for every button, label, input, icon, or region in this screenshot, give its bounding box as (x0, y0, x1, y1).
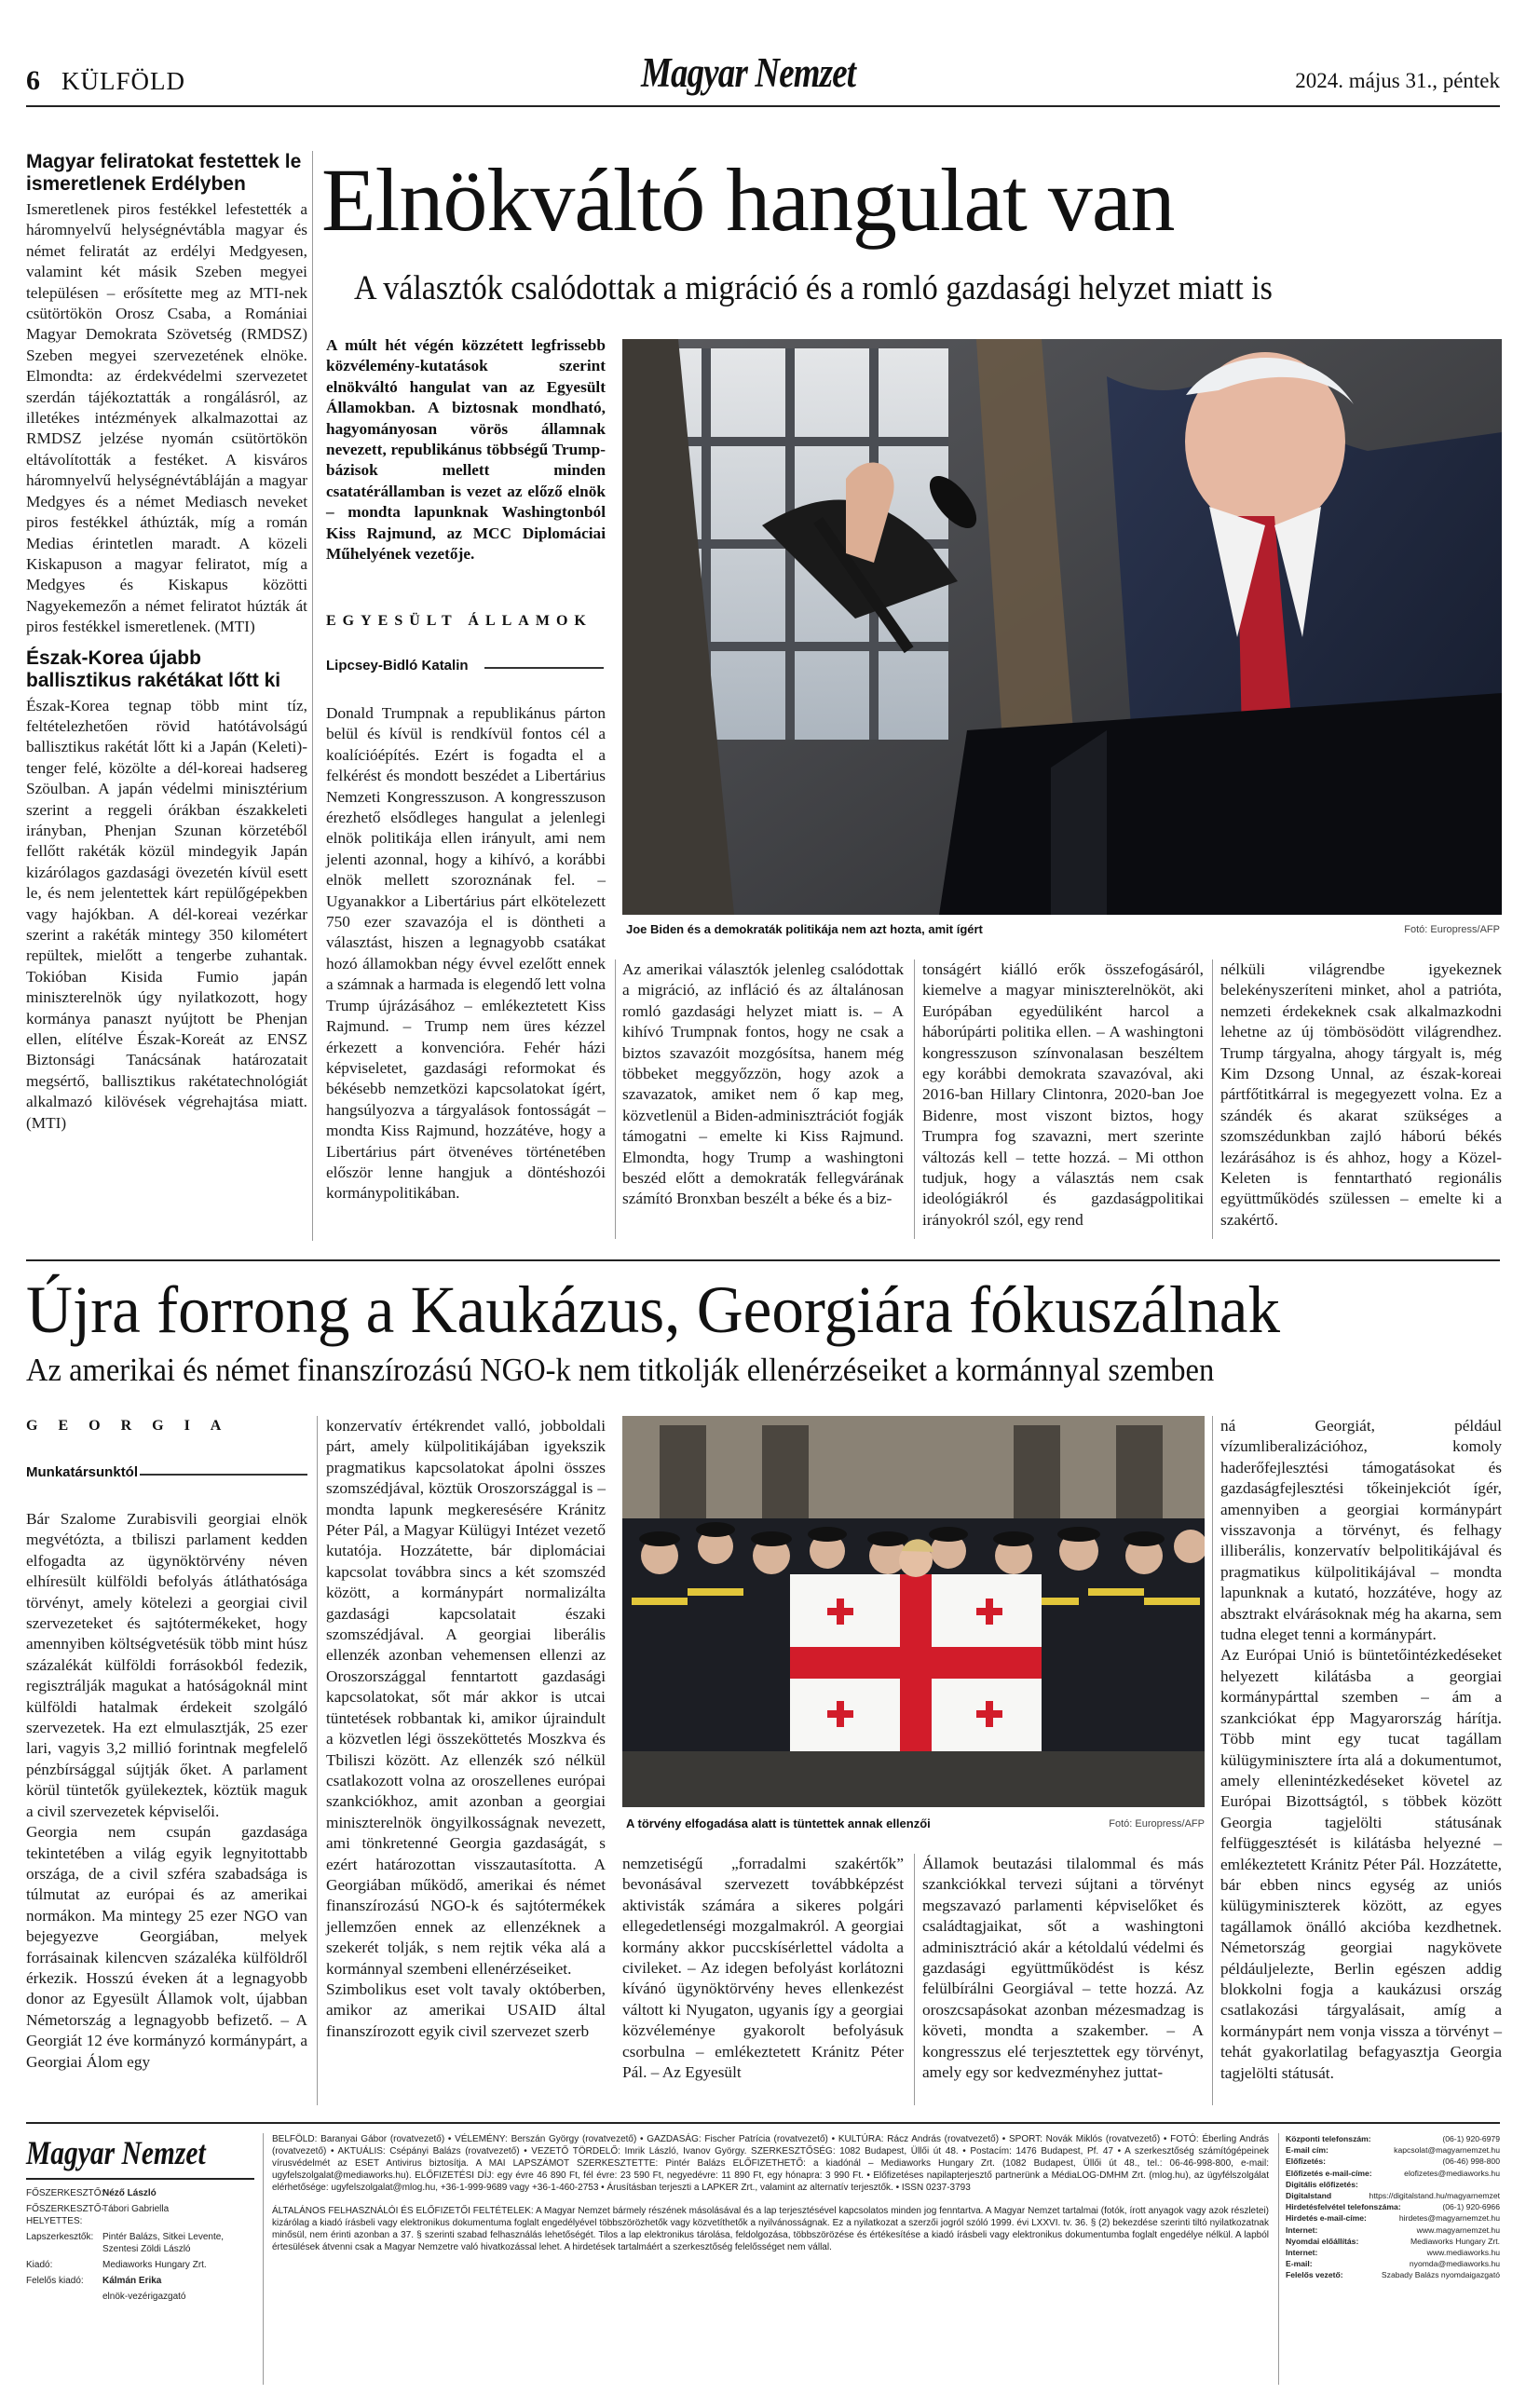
impressum-value: elnök-vezérigazgató (102, 2292, 186, 2302)
impressum-label (26, 2291, 102, 2303)
section-label: KÜLFÖLD (61, 67, 185, 95)
contact-value: Mediaworks Hungary Zrt. (1410, 2236, 1500, 2246)
impressum-logo: Magyar Nemzet (26, 2134, 206, 2171)
impressum-value: Mediaworks Hungary Zrt. (102, 2260, 207, 2270)
column-divider (1212, 959, 1213, 1239)
byline-rule (140, 1474, 307, 1476)
contact-value: kapcsolat@magyarnemzet.hu (1394, 2145, 1500, 2156)
biden-photo-credit: Fotó: Europress/AFP (1404, 924, 1500, 935)
protest-photo (622, 1416, 1205, 1807)
sidebar-story-body: Észak-Korea tegnap több mint tíz, feltételezhetően rövid hatótávolságú ballisztikus rakétát lőtt ki a Japán (Keleti)-tenger felé, közölte a dél-koreai hadsereg Szöulban. A japán védelmi minisztérium szerint a reggeli órákban északkeleti irányban, Phenjan Szunan körzetéből fellőtt rakéták közül mindegyik Japán kizárólagos gazdasági övezetén kívül esett le, és nem jelentettek kárt repülőgépekben vagy hajókban. A dél-koreai vezérkar szerint a rakéták mintegy 350 kilométert repültek, mielőtt a tengerbe zuhantak. Tokióban Kisida Fumio japán miniszterelnök úgy nyilatkozott, hogy kormánya panaszt nyújtott be Phenjan ellen, elítélve Észak-Koreát az ENSZ Biztonsági Tanácsának határozatait megsértő, ballisztikus rakétatechnológiát alkalmazó kilövések végrehajtása miatt. (MTI) (26, 696, 307, 1132)
contact-value: www.mediaworks.hu (1426, 2248, 1500, 2258)
article1-lead: A múlt hét végén közzétett legfrissebb közvélemény-kutatások szerint elnökváltó hangulat van az Egyesült Államokban. A biztosnak mondható, hagyományosan vörös államnak nevezett, republikánus többségű Trump-bázisok mellett minden csatatérállamban is vezet az előző elnök – mondta lapunknak Washingtonból Kiss Rajmund, az MCC Diplomáciai Műhelyének vezetője. (326, 336, 606, 564)
contact-label: Digitalstand (1286, 2191, 1332, 2201)
article2-column: ná Georgiát, például vízumliberalizációhoz, komoly haderőfejlesztési támogatásokat és gazdaságfejlesztési tőkeinjekciót ígér, amennyiben a georgiai kormánypárt visszavonja a törvényt, és felhagy illiberális, konzervatív belpolitikájával és pragmatikus külpolitikájával – mondta lapunknak a kutató, hozzátéve, hogy az absztrakt elvárásoknak még ha akarna, sem tudna eleget tenni a kormánypárt. Az Európai Unió is büntetőintézkedéseket helyezett kilátásba a georgiai kormánypárttal szemben – ám a szankciókat épp Magyarország hárítja. Több mint egy tucat tagállam külügyminisztere írta alá a dokumentumot, amely ellenintézkedéseket követel az Európai Bizottságtól, s többek között Georgia tagjelölti státusának felfüggesztését is kilátásba helyezné – emlékeztetett Kránitz Péter Pál. Hozzátette, bár ebben nincs egység az uniós külügyminiszterek között, az egyes tagállamok önálló akcióba kezdhetnek. Németország georgiai nagykövete példáuljelezte, Berlin egészen addig blokkolni fogja a kaukázusi ország csatlakozási tárgyalásait, amíg a kormánypárt nem vonja vissza a törvényt – tehát gyakorlatilag befagyasztja Georgia tagjelölti státusát. (1220, 1417, 1502, 2082)
article1-kicker: EGYESÜLT ÁLLAMOK (326, 613, 593, 629)
contact-value: www.magyarnemzet.hu (1416, 2224, 1500, 2235)
article2-column: Államok beutazási tilalommal és más szankciókkal tervezi sújtani a törvényt megszavazó parlamenti képviselőket és családtagjaikat, sőt a washingtoni adminisztráció akár a kétoldalú védelmi és gazdasági együttműködést is kész felülbírálni Georgiával – tette hozzá. Az oroszcsapásokat azonban mézesmadzag is követi, mondta a szakember. – A kongresszus elé terjesztettek egy törvényt, amely egy sor kedvezményhez juttat- (922, 1855, 1204, 2082)
issue-date: 2024. május 31., péntek (1295, 69, 1500, 92)
masthead: Magyar Nemzet (641, 49, 856, 96)
article2-column: Bár Szalome Zurabisvili georgiai elnök megvétózta, a tbiliszi parlament kedden elfogadta az ügynöktörvény néven elhíresült külföldi befolyás átláthatósága törvényt, amely kötelezi a georgiai civil szervezeteket és sajtótermékeket, hogy amennyiben költségvetésük több mint húsz százalékát külföldi forrásokból fedezik, regisztrálják magukat a hatóságoknál mint külföldi hatalmak érdekeit szolgáló szervezetek. Ha ezt elmulasztják, 25 ezer lari, vagyis 3,2 millió forintnak megfelelő pénzbírsággal sújtják őket. A parlament körül tüntetők gyülekeztek, köztük maguk a civil szervezetek képviselői. Georgia nem csupán gazdasága tekintetében a világ egyik legnyitottabb országa, de a civil szféra szabadsága is túlmutat az európai és az amerikai normákon. Ma mintegy 25 ezer NGO van bejegyezve Georgiában, melyek forrásainak kilencven százaléka külföldről érkezik. Hosszú éveken át a legnagyobb donor az Egyesült Államok volt, újabban Németország a legnagyobb befizető. – A Georgiát 12 éve kormányzó kormánypárt, a Georgiai Álom egy (26, 1510, 307, 2071)
contact-label: Internet: (1286, 2224, 1318, 2235)
contact-value: Szabady Balázs nyomdaigazgató (1381, 2270, 1500, 2280)
article2-kicker: GEORGIA (26, 1418, 242, 1434)
contact-value: elofizetes@mediaworks.hu (1404, 2168, 1500, 2178)
article2-headline: Újra forrong a Kaukázus, Georgiára fókuszálnak (26, 1272, 1281, 1347)
contact-value: nyomda@mediaworks.hu (1409, 2259, 1500, 2269)
article2-column: konzervatív értékrendet valló, jobboldali párt, amely külpolitikájában igyekszik pragmatikus kapcsolatokat ápolni összes szomszédjával, köztük Oroszországgal is – mondta lapunk megkeresésére Kránitz Péter Pál, a Magyar Külügyi Intézet vezető kutatója. Hozzátette, bár diplomáciai kapcsolat továbbra sincs a két szomszéd között, a kormánypárt normalizálta gazdasági kapcsolatait északi szomszédjával. A georgiai liberális ellenzék azonban vehemensen ellenzi az Oroszországgal fenntartott gazdasági kapcsolatokat, sőt már akkor is utcai tüntetések robbantak ki, amikor újraindult a közvetlen légi összeköttetés Moszkva és Tbiliszi között. Az ellenzék szó nélkül csatlakozott volna az oroszellenes európai szankciókhoz, amit azonban a georgiai miniszterelnök öngyilkosságnak nevezett, ami tönkretenné Georgia gazdaságát, s ezért határozottan visszautasította. A Georgiában működő, amerikai és német finanszírozású NGO-k és sajtótermékek jellemzően ennek az ellenzéknek a szekerét tolják, s nem rejtik véka alá a kormánnyal szembeni ellenérzéseiket. Szimbolikus eset volt tavaly októberben, amikor az amerikai USAID által finanszírozott egyik civil szervezet szerb (326, 1417, 606, 2040)
impressum-label: Felelős kiadó: (26, 2276, 84, 2286)
impressum-value: Néző László (102, 2188, 157, 2198)
impressum-contacts (1286, 2133, 1500, 2281)
page-header (26, 49, 1500, 107)
contact-label: Előfizetés e-mail-címe: (1286, 2168, 1372, 2178)
contact-value: https://digitalstand.hu/magyarnemzet (1369, 2191, 1500, 2201)
column-divider (914, 1854, 915, 2105)
impressum-left (26, 2133, 254, 2303)
impressum-legal: ÁLTALÁNOS FELHASZNÁLÓI ÉS ELŐFIZETŐI FELTÉTELEK: A Magyar Nemzet bármely részének másolásával és a lap terjesztésével kapcsolatos minden jog fenntartva. A Magyar Nemzet tartalmai (fotók, írott anyagok vagy azok részletei) kizárólag a kiadó írásbeli vagy elektronikus dokumentuma foglalt engedélyével többszörözhetők vagy közvetíthetők a nyilvánosságnak. Ez a nyilatkozat a szerzői jogról szóló 1999. évi LXXVI. tv. 36. § (2) bekezdése szerinti tiltó nyilatkozatnak minősül, nem érinti azonban a 37. § szerinti szabad felhasználás lehetőségét. Tilos a lap elektronikus tárolása, feldolgozása, többszörözése és értékesítése a kiadó írásbeli vagy elektronikus dokumentumba foglalt engedélye nélkül. A lapból értesülések átvenni csak a Magyar Nemzetre való hivatkozással lehet. A hirdetések tartalmáért a szerkesztőség felelősséget nem vállal. (272, 2206, 1269, 2252)
byline-rule (484, 667, 604, 669)
article1-byline: Lipcsey-Bidló Katalin (326, 658, 469, 673)
sidebar-story-title: Észak-Korea újabb ballisztikus rakétákat lőtt ki (26, 646, 281, 691)
article2-subhead: Az amerikai és német finanszírozású NGO-k nem titkolják ellenérzéseiket a kormánnyal szemben (26, 1352, 1215, 1388)
impressum-middle (272, 2133, 1269, 2253)
contact-label: Nyomdai előállítás: (1286, 2236, 1359, 2246)
contact-label: E-mail: (1286, 2259, 1313, 2269)
article2-byline: Munkatársunktól (26, 1464, 139, 1480)
contact-value: (06-1) 920-6966 (1442, 2202, 1500, 2212)
article1-column: tonságért kiálló erők összefogásáról, kiemelve a magyar miniszterelnököt, aki Európában egyedüliként harcol a háborúpárti politika ellen. – A washingtoni kongresszuson színvonalasan beszéltem egy korábbi demokrata szavazóval, aki 2016-ban Hillary Clintonra, 2020-ban Joe Bidenre, most viszont biztos, hogy Trumpra fog szavazni, mert szerinte változás kell – tette hozzá. – Mi otthon tudjuk, hogy a választás nem csak ideológiákról és gazdaságpolitikai irányokról szól, egy rend (922, 960, 1204, 1229)
biden-photo-caption: Joe Biden és a demokraták politikája nem azt hozta, amit ígért (626, 922, 983, 936)
article1-headline: Elnökváltó hangulat van (321, 150, 1175, 250)
impressum-rule (26, 2122, 1500, 2124)
sidebar-story-body: Ismeretlenek piros festékkel lefestették a háromnyelvű helységnévtábla magyar és német feliratát az erdélyi Medgyesen, valamint két másik Szeben megyei településen – erősítette meg az MTI-nek csütörtökön Orosz Csaba, a Romániai Magyar Demokrata Szövetség (RMDSZ) Szeben megyei szervezetének elnöke. Elmondta: az érdekvédelmi szervezetet szerdán tájékoztatták a rongálásról, az illetékes intézmények alkalmazottai az RMDSZ jelzése nyomán csütörtökön eltávolították a festéket. A kisváros háromnyelvű helységnévtábláján a magyar Medgyes és a német Mediasch neveket piros festékkel áthúzták, míg a román Medias érintetlen maradt. A közeli Kiskapuson a magyar feliratot, míg a Medgyes és Kiskapus közötti Nagyekemezőn a német feliratot húzták át piros festékkel ismeretlenek. (MTI) (26, 200, 307, 636)
sidebar (26, 151, 307, 1250)
article2-column: nemzetiségű „forradalmi szakértők” bevonásával szervezett továbbképzést aktivisták számára a sikeres polgári ellegedetlenségi mozgalmakról. A georgiai kormány akkor puccskísérlettel vádolta a civileket. – Az idegen befolyást korlátozni kívánó ügynöktörvény heves ellenkezést váltott ki Nyugaton, ugyanis így a georgiai közvéleménye gyakorolt befolyásuk csorbulna – emlékeztetett Kránitz Péter Pál. – Az Egyesült (622, 1855, 904, 2082)
impressum-divider (263, 2133, 264, 2385)
impressum-staff: BELFÖLD: Baranyai Gábor (rovatvezető) • VÉLEMÉNY: Berszán György (rovatvezető) • GAZDASÁG: Fischer Patrícia (rovatvezető) • KULTÚRA: Rácz András (rovatvezető) • SPORT: Novák Miklós (rovatvezető) • FOTÓ: Éberling András (rovatvezető) • AKTUÁLIS: Csépányi Balázs (rovatvezető) • VEZETŐ TÖRDELŐ: Imrik László, Ivanov György. SZERKESZTŐSÉG: 1082 Budapest, Üllői út 48. • Postacím: 1476 Budapest, Pf. 47 • A szerkesztőség számítógépeinek vírusvédelmét az ESET Antivirus biztosítja. A MAI LAPSZÁMOT SZERKESZTETTE: Pintér Balázs ELŐFIZETHETŐ: a kiadónál – Mediaworks Hungary Zrt. (1082 Budapest, Üllői út 48., tel.: 06-46-998-800, e-mail: ugyfelszolgalat@mediaworks.hu). ELŐFIZETÉSI DÍJ: egy évre 46 890 Ft, fél évre: 23 590 Ft, negyedévre: 11 890 Ft, egy hónapra: 3 990 Ft. • Előfizetéses napilapterjesztő partnerünk a MédiaLOG-DMHM Zrt. (mlog.hu), az ügyfélszolgálat elérhetősége: ugyfelszolgalat@mlog.hu, +36-1-999-9689 vagy +36-1-460-2753 • Árusításban terjeszti a LAPKER Zrt., valamint az alternatív terjesztők. • ISSN 0237-3793 (272, 2134, 1269, 2193)
impressum-label: FŐSZERKESZTŐ-HELYETTES: (26, 2204, 104, 2226)
impressum-label: Lapszerkesztők: (26, 2232, 94, 2242)
column-divider (1212, 1416, 1213, 2105)
protest-photo-caption: A törvény elfogadása alatt is tüntettek annak ellenzői (626, 1816, 931, 1830)
protest-photo-credit: Fotó: Europress/AFP (1109, 1818, 1205, 1830)
contact-label: Központi telefonszám: (1286, 2134, 1371, 2143)
contact-label: Internet: (1286, 2248, 1318, 2258)
impressum-divider (1278, 2133, 1279, 2385)
impressum-value: Pintér Balázs, Sitkei Levente, Szentesi Zöldi László (102, 2232, 225, 2254)
article1-column: nélküli világrendbe igyekeznek belekényszeríteni minket, ahol a patrióta, nemzeti érdekeknek csak alkalmazkodni lehetne az új tömbösödött világrendhez. Trump tárgyalna, ahogy tárgyalt is, még Kim Dzsong Unnal, az észak-koreai pártfőtitkárral is megegyezett volna. Ez a szándék és akarat szükséges a szomszédunkban zajló háború békés lezárásához is és ahhoz, hogy a Közel-Keleten is fenntartható regionális együttműködés szülessen – emelte ki a szakértő. (1220, 960, 1502, 1229)
column-divider (914, 959, 915, 1239)
page-number: 6 (26, 65, 40, 96)
sidebar-divider (312, 151, 313, 1241)
column-divider (317, 1416, 318, 2105)
header-rule (26, 105, 1500, 107)
article1-column: Az amerikai választók jelenleg csalódottak a migráció, az infláció és az általánosan romló gazdasági helyzet miatt is. – A kihívó Trumpnak fontos, hogy ne csak a biztos szavazóit mozgósítsa, hanem még többeket meggyőzzön, hogy azok a szavazatok, amiket nem ő kap meg, közvetlenül a Biden-adminisztrációt fogják támogatni – emelte ki Kiss Rajmund. Elmondta, hogy Trump a washingtoni beszéd előtt a demokraták fellegvárának számító Bronxban beszélt a béke és a biz- (622, 960, 904, 1208)
article-separator (26, 1259, 1500, 1261)
sidebar-story-title: Magyar feliratokat festettek le ismeretlenek Erdélyben (26, 151, 302, 195)
contact-label: Digitális előfizetés: (1286, 2179, 1358, 2189)
impressum-value: Tábori Gabriella (102, 2204, 170, 2214)
column-divider (615, 959, 616, 1239)
contact-label: Felelős vezető: (1286, 2270, 1343, 2280)
contact-label: Hirdetés e-mail-címe: (1286, 2213, 1367, 2224)
contact-label: Hirdetésfelvétel telefonszáma: (1286, 2202, 1401, 2212)
contact-value: (06-46) 998-800 (1442, 2156, 1500, 2167)
contact-value: (06-1) 920-6979 (1442, 2134, 1500, 2143)
biden-photo (622, 339, 1502, 915)
impressum-value: Kálmán Erika (102, 2276, 162, 2286)
impressum-label: Kiadó: (26, 2260, 53, 2270)
impressum-label: FŐSZERKESZTŐ: (26, 2188, 104, 2198)
contact-label: E-mail cím: (1286, 2145, 1328, 2156)
article1-column: Donald Trumpnak a republikánus párton belül és kívül is rendkívül fontos cél a koalícióépítés. Ezért is fogadta el a felkérést és mondott beszédet a Libertárius Nemzeti Kongresszuson. A kongresszuson érezhető elsődleges hangulat a jelenlegi elnök politikája ellen irányult, ami nem jelenti azonnal, hogy a kihívó, a korábbi elnök mellett szoroznának fel. – Ugyanakkor a Libertárius párt elkötelezett 750 ezer szavazója el is döntheti a választást, hiszen a legnagyobb csatákat hozó államokban négy évvel ezelőtt ennek a számnak a harmada is elegendő lett volna Trump újrázásához – emlékeztetett Kiss Rajmund. – Trump nem üres kézzel érkezett a konvencióra. Fehér házi képviseletet, gazdasági reformokat és békésebb nemzetközi kapcsolatokat ígért, hangsúlyozva a tárgyalások fontosságát – mondta Kiss Rajmund, hozzátéve, hogy a Libertárius párt ötvenéves történetében először lenne hangjuk a döntéshozói kormánypolitikában. (326, 704, 606, 1203)
contact-label: Előfizetés: (1286, 2156, 1326, 2167)
article1-subhead: A választók csalódottak a migráció és a romló gazdasági helyzet miatt is (354, 269, 1273, 307)
contact-value: hirdetes@magyarnemzet.hu (1398, 2213, 1500, 2224)
